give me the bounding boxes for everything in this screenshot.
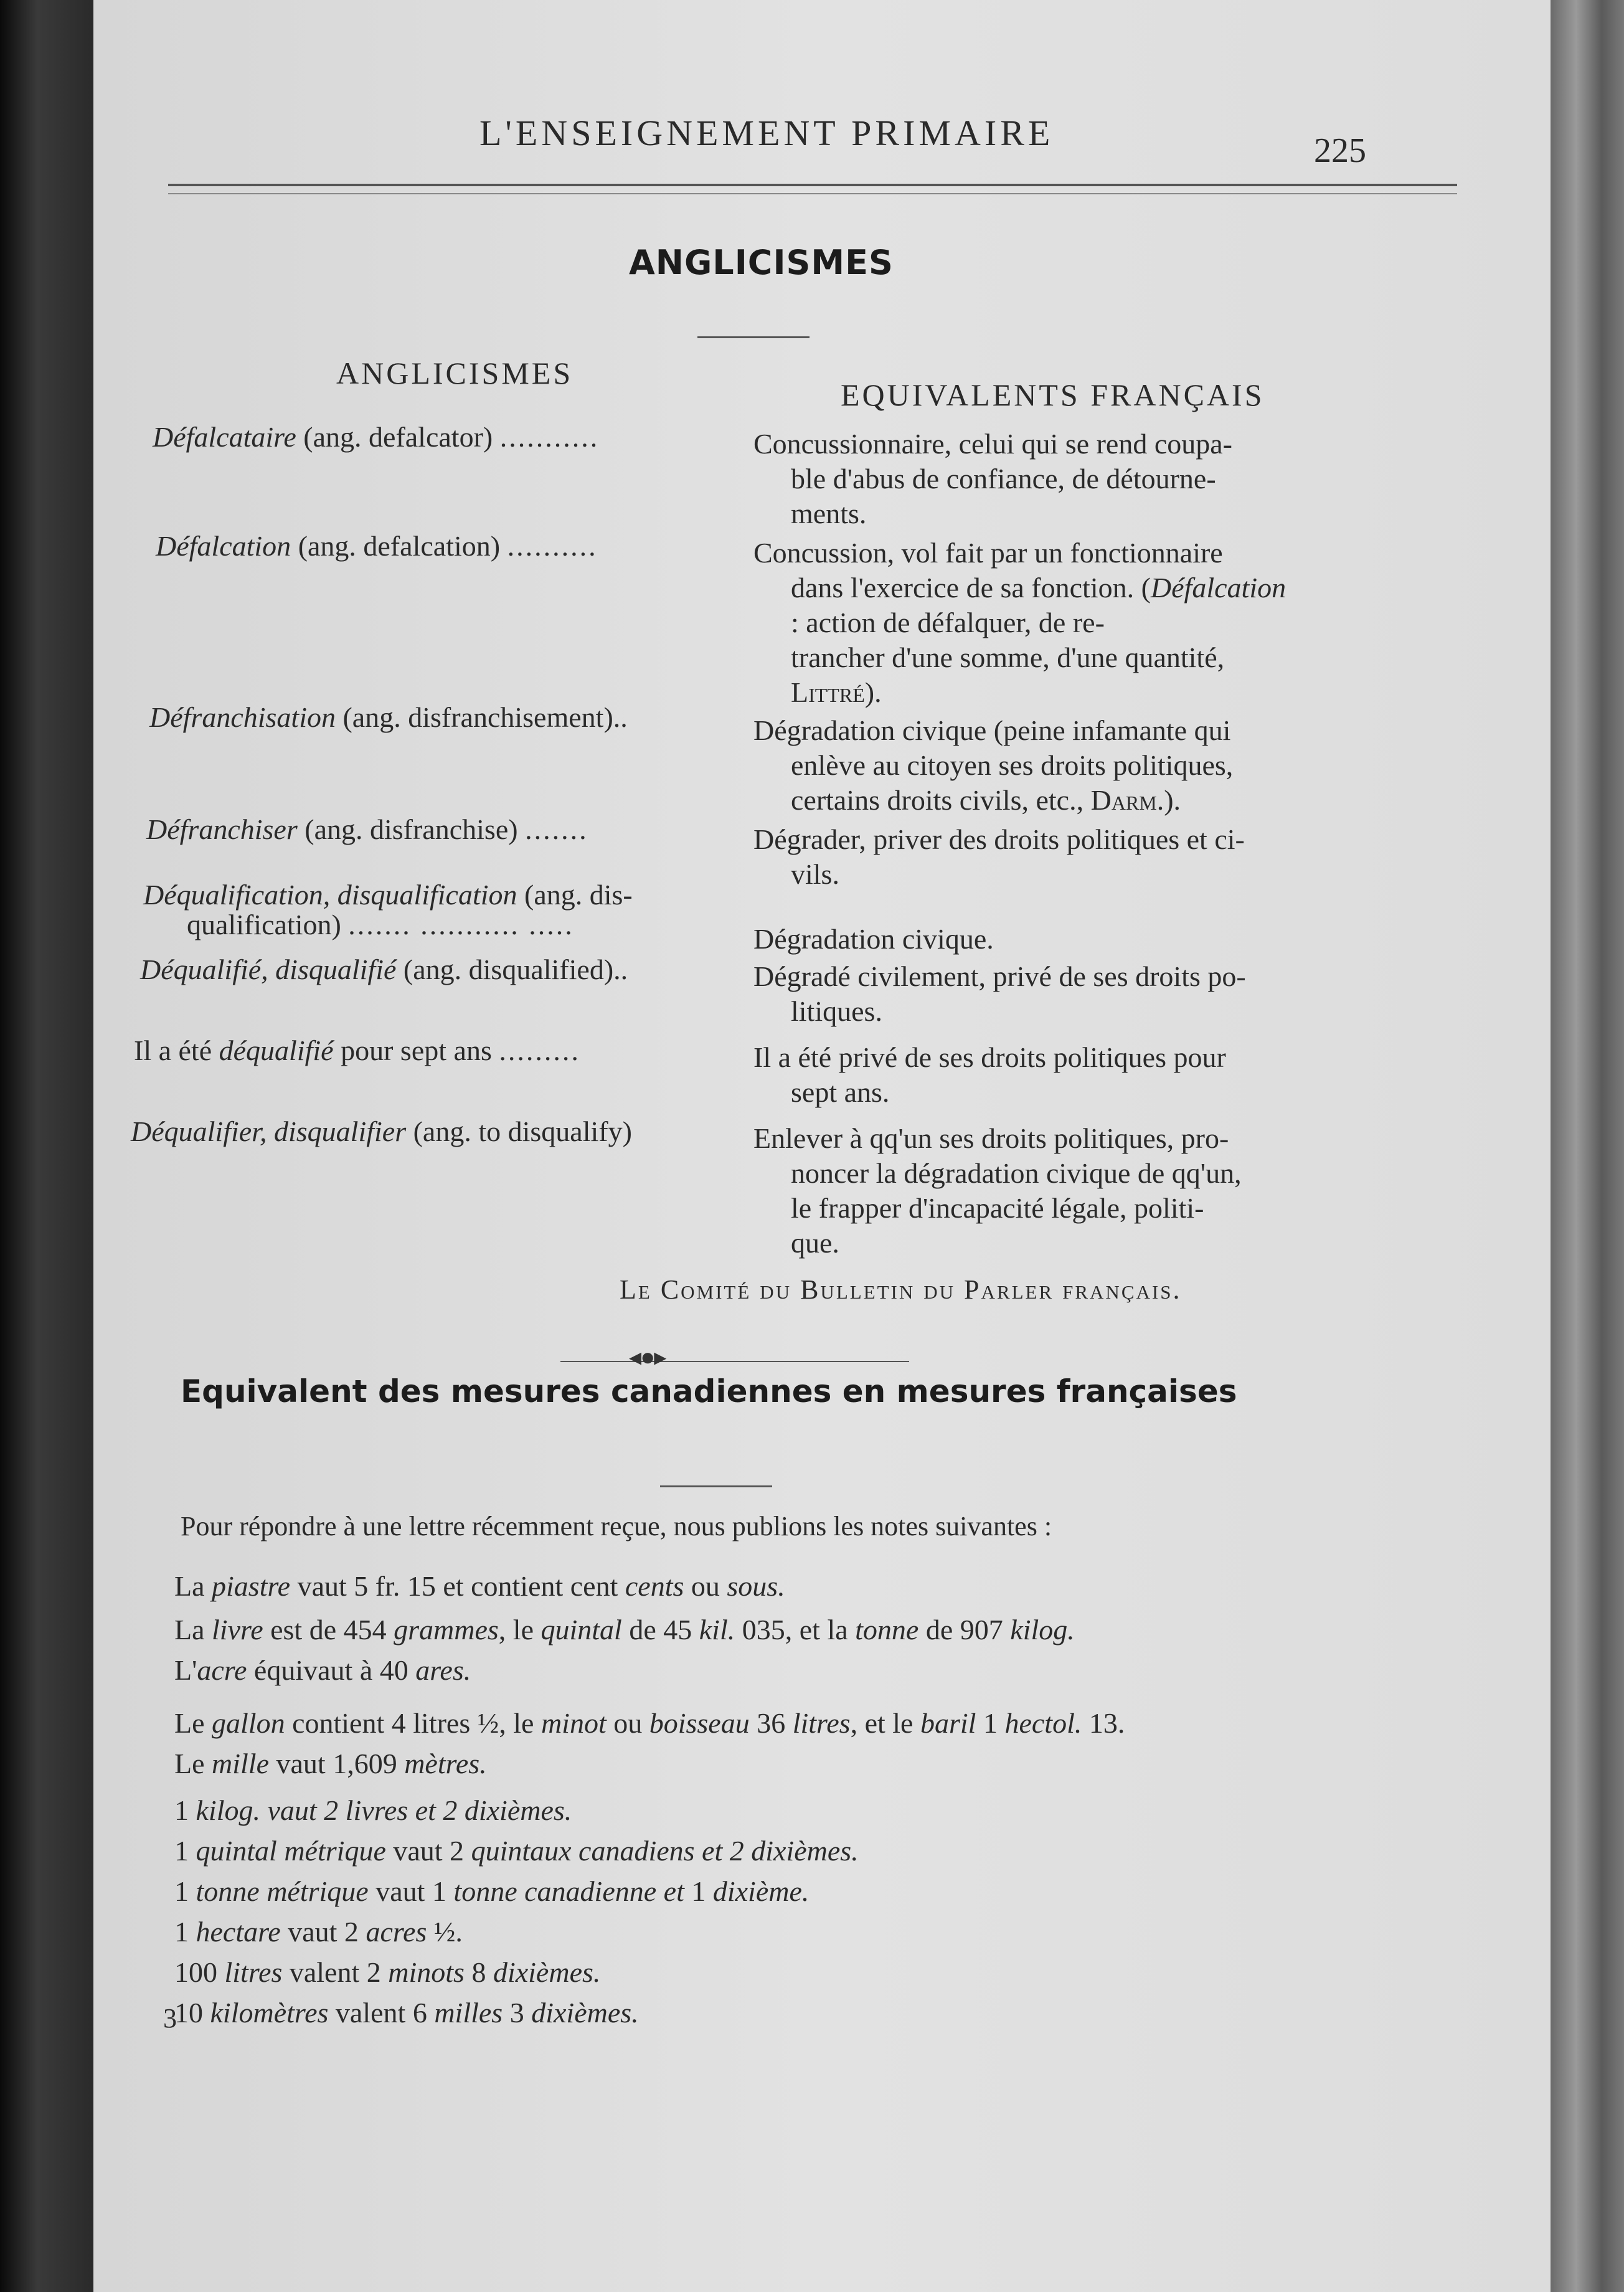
entry-definition xyxy=(753,713,1351,818)
measure-term: gallon xyxy=(212,1707,285,1739)
definition-line: sept ans. xyxy=(791,1076,890,1108)
definition-line: que. xyxy=(791,1227,839,1259)
document-page xyxy=(93,0,1551,2292)
entry-term-continuation xyxy=(187,908,574,941)
term-text: Défranchisation xyxy=(149,701,336,733)
measure-term: baril xyxy=(920,1707,976,1739)
term-text: Déqualifié, disqualifié xyxy=(140,954,397,985)
term-prefix: Il a été xyxy=(134,1035,212,1066)
measure-term: minots xyxy=(388,1956,465,1988)
measure-line: Le mille vaut 1,609 mètres. xyxy=(174,1748,487,1779)
measure-term: mille xyxy=(212,1748,269,1779)
measure-term: milles xyxy=(434,1997,503,2029)
leader-dots: ....... ........... ..... xyxy=(348,909,574,940)
leader-dots: .......... xyxy=(507,530,598,562)
book-spine-shadow xyxy=(0,0,93,2292)
term-gloss: (ang. to disqualify) xyxy=(413,1115,632,1147)
section-title-anglicismes: ANGLICISMES xyxy=(629,243,894,282)
definition-line: Dégradation civique (peine infamante qui xyxy=(753,714,1231,746)
definition-line: noncer la dégradation civique de qq'un, xyxy=(791,1157,1242,1189)
entry-term xyxy=(140,953,628,986)
measure-term: livre xyxy=(212,1614,263,1646)
measure-term: tonne canadienne et xyxy=(453,1875,684,1907)
measure-term: hectare xyxy=(196,1916,281,1948)
measure-line: La livre est de 454 grammes, le quintal de 45 kil. 035, et la tonne de 907 kilog. xyxy=(174,1614,1075,1646)
title-underline xyxy=(660,1485,772,1487)
definition-line: Enlever à qq'un ses droits politiques, pro- xyxy=(753,1122,1229,1154)
definition-line: dans l'exercice de sa fonction. (Défalcation xyxy=(791,572,1286,604)
measure-term: grammes xyxy=(394,1614,499,1646)
section-title-mesures: Equivalent des mesures canadiennes en mesures françaises xyxy=(181,1373,1237,1409)
entry-definition xyxy=(753,922,1351,957)
measure-term: piastre xyxy=(212,1570,291,1602)
measure-term: acres xyxy=(366,1916,427,1948)
measure-term: tonne métrique xyxy=(196,1875,369,1907)
page-number: 225 xyxy=(1314,131,1366,170)
measure-line: 1 quintal métrique vaut 2 quintaux canadiens et 2 dixièmes. xyxy=(174,1835,859,1867)
header-rule-thin xyxy=(168,193,1457,194)
measure-term: kilog. vaut 2 livres et 2 dixièmes. xyxy=(196,1794,572,1826)
definition-line: Concussion, vol fait par un fonctionnaire xyxy=(753,537,1223,569)
measure-line: 100 litres valent 2 minots 8 dixièmes. xyxy=(174,1956,601,1988)
measure-term: ares. xyxy=(415,1654,471,1686)
measure-term: tonne xyxy=(855,1614,919,1646)
leader-dots: ........... xyxy=(499,421,600,453)
entry-definition xyxy=(753,536,1351,710)
term-gloss: qualification) xyxy=(187,909,341,940)
entry-definition xyxy=(753,427,1351,531)
definition-line: Il a été privé de ses droits politiques pour xyxy=(753,1041,1226,1073)
measure-term: dixièmes. xyxy=(531,1997,639,2029)
measure-term: quintaux canadiens et 2 dixièmes. xyxy=(471,1835,859,1867)
term-gloss: (ang. disfranchise) xyxy=(304,813,518,845)
measure-term: dixième. xyxy=(712,1875,810,1907)
term-gloss: (ang. defalcation) xyxy=(298,530,501,562)
definition-line: Littré). xyxy=(791,676,882,708)
measure-term: litres xyxy=(224,1956,283,1988)
measure-line: 1 hectare vaut 2 acres ½. xyxy=(174,1916,463,1948)
entry-definition xyxy=(753,1040,1351,1110)
definition-line: Dégrader, priver des droits politiques et ci- xyxy=(753,823,1245,855)
leader-dots: ......... xyxy=(499,1035,580,1066)
entry-term xyxy=(149,701,628,734)
entry-term xyxy=(153,420,599,453)
term-text: Défranchiser xyxy=(146,813,298,845)
term-text: Déqualifier, disqualifier xyxy=(131,1115,407,1147)
running-head: L'ENSEIGNEMENT PRIMAIRE xyxy=(479,113,1054,153)
measure-line: 1 tonne métrique vaut 1 tonne canadienne et 1 dixième. xyxy=(174,1875,810,1907)
measure-term: hectol. xyxy=(1004,1707,1082,1739)
committee-signature: Le Comité du Bulletin du Parler français. xyxy=(620,1274,1182,1305)
measure-term: litres xyxy=(792,1707,851,1739)
intro-paragraph: Pour répondre à une lettre récemment reçue, nous publions les notes suivantes : xyxy=(181,1511,1052,1541)
column-header-equivalents: EQUIVALENTS FRANÇAIS xyxy=(841,377,1265,412)
leader-dots: ....... xyxy=(525,813,588,845)
header-rule xyxy=(168,184,1457,186)
term-gloss: (ang. defalcator) xyxy=(303,421,493,453)
measure-line: L'acre équivaut à 40 ares. xyxy=(174,1654,471,1686)
definition-line: Dégradation civique. xyxy=(753,923,994,955)
measure-term: quintal xyxy=(541,1614,622,1646)
definition-line: ble d'abus de confiance, de détourne- xyxy=(791,463,1216,495)
entry-term xyxy=(146,813,588,846)
term-suffix: pour sept ans xyxy=(341,1035,492,1066)
entry-definition xyxy=(753,959,1351,1029)
measure-term: sous. xyxy=(727,1570,785,1602)
entry-definition xyxy=(753,822,1351,892)
measure-term: acre xyxy=(197,1654,247,1686)
measure-term: kilomètres xyxy=(210,1997,329,2029)
entry-definition xyxy=(753,1121,1351,1261)
entry-term xyxy=(156,529,598,562)
definition-line: le frapper d'incapacité légale, politi- xyxy=(791,1192,1204,1224)
entry-term xyxy=(143,878,633,911)
entry-term xyxy=(134,1034,580,1067)
term-gloss: (ang. disfranchisement).. xyxy=(342,701,628,733)
measure-term: dixièmes. xyxy=(493,1956,601,1988)
ornament-icon: ◂●▸ xyxy=(629,1343,666,1371)
definition-line: enlève au citoyen ses droits politiques, xyxy=(791,749,1234,781)
term-text: déqualifié xyxy=(219,1035,334,1066)
measure-term: kil. xyxy=(699,1614,735,1646)
term-text: Défalcataire xyxy=(153,421,296,453)
definition-line: Dégradé civilement, privé de ses droits po- xyxy=(753,960,1246,992)
page-stack-edge xyxy=(1551,0,1624,2292)
measure-line: 1 kilog. vaut 2 livres et 2 dixièmes. xyxy=(174,1794,572,1826)
measure-line: 10 kilomètres valent 6 milles 3 dixièmes. xyxy=(174,1997,639,2029)
term-text: Défalcation xyxy=(156,530,291,562)
term-text: Déqualification, disqualification xyxy=(143,879,517,911)
measure-term: quintal métrique xyxy=(196,1835,386,1867)
measure-term: minot xyxy=(541,1707,607,1739)
definition-line: ments. xyxy=(791,498,867,529)
definition-line: : action de défalquer, de re- xyxy=(791,607,1105,638)
definition-line: Concussionnaire, celui qui se rend coupa- xyxy=(753,428,1232,460)
definition-line: certains droits civils, etc., Darm.). xyxy=(791,784,1181,816)
measure-term: cents xyxy=(625,1570,684,1602)
measure-term: boisseau xyxy=(649,1707,750,1739)
measure-term: mètres. xyxy=(404,1748,487,1779)
title-underline xyxy=(697,336,810,338)
measure-line: La piastre vaut 5 fr. 15 et contient cent cents ou sous. xyxy=(174,1570,785,1602)
entry-term xyxy=(131,1115,632,1148)
measure-line: Le gallon contient 4 litres ½, le minot ou boisseau 36 litres, et le baril 1 hectol. 13. xyxy=(174,1707,1125,1739)
definition-line: litiques. xyxy=(791,995,882,1027)
measure-term: kilog. xyxy=(1010,1614,1075,1646)
definition-line: trancher d'une somme, d'une quantité, xyxy=(791,642,1225,673)
term-gloss: (ang. disqualified).. xyxy=(403,954,628,985)
column-header-anglicismes: ANGLICISMES xyxy=(336,356,574,391)
term-gloss: (ang. dis- xyxy=(524,879,633,911)
section-divider xyxy=(560,1361,909,1362)
definition-line: vils. xyxy=(791,858,839,890)
signature-mark: 3 xyxy=(163,2003,177,2034)
